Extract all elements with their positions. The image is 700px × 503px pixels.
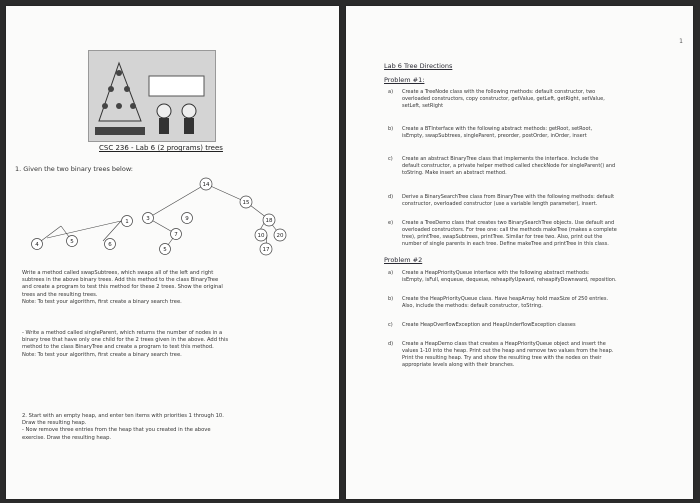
tree-node: 5 [70,239,74,245]
tree-node: 14 [202,182,210,188]
problem-2-item-d: d) Create a HeapDemo class that creates a HeapPriorityQueue object and insert the values 1-10 into the heap. Print out the heap and remove two values from the heap. Print the resulting heap. Try and show the resulting tree with the nodes on their appropriate levels along with their branches. [388,341,614,368]
tree-node: 9 [185,216,189,222]
cartoon-drawing [89,51,215,141]
heap-task [22,413,304,442]
text-line: exercise. Draw the resulting heap. [22,434,112,441]
text-line: Note: To test your algorithm, first create a binary search tree. [22,298,182,305]
problem-2-item-b: b) Create the HeapPriorityQueue class. Have heapArray hold maxSize of 250 entries. Also, include the methods: default constructor, toString. [388,296,609,309]
text-line: - Write a method called singleParent, which returns the number of nodes in a [22,330,223,336]
problem-2-heading: Problem #2 [384,256,423,264]
text-line: Draw the resulting heap. [22,420,87,427]
text-line: binary tree that have only one child for the 2 trees given in the above. Add this [22,337,229,344]
problem-1-item-e: e) Create a TreeDemo class that creates two BinarySearchTree objects. Use default and overloaded constructors. For tree one: call the methods makeTree (makes a complete tree), printTree, swapSubtrees, printTree. Similar for tree two. Also, print out the number of single parents in each tree. Define makeTree and printTree in this class. [388,220,617,247]
right-page [346,6,693,499]
swap-subtrees-task [22,270,304,306]
text-line: Write a method called swapSubtrees, which swaps all of the left and right [22,270,214,276]
page-title: Lab 6 Tree Directions [384,62,453,70]
left-page [6,6,339,499]
tree-node: 10 [257,233,265,239]
cartoon-image [88,50,216,142]
page-number: 1 [679,38,683,45]
problem-1-item-b: b) Create a BTInterface with the following abstract methods: getRoot, setRoot, isEmpty, swapSubtrees, singleParent, preorder, postOrder, inOrder, insert [388,126,593,139]
tree-node: 15 [242,200,250,206]
text-line: subtrees in the above binary trees. Add this method to the class BinaryTree [22,277,219,284]
tree-node: 7 [174,232,178,238]
tree-node: 6 [108,242,112,248]
image-caption: CSC 236 - Lab 6 (2 programs) trees [99,144,223,152]
tree-node: 1 [125,219,129,225]
text-line: - Now remove three entries from the heap that you created in the above [22,427,211,434]
tree-node: 3 [146,216,150,222]
tree-node: 4 [35,242,39,248]
text-line: Note: To test your algorithm, first create a binary search tree. [22,351,182,358]
text-line: 2. Start with an empty heap, and enter ten items with priorities 1 through 10. [22,413,224,419]
text-line: and create a program to test this method for these 2 trees. Show the original [22,284,223,291]
single-parent-task [22,330,304,359]
problem-1-heading: Problem #1: [384,76,425,84]
problem-1-item-c: c) Create an abstract BinaryTree class that implements the interface. Include the default constructor, a private helper method called checkNode for singleParent() and toString. Make insert an abstract method. [388,156,616,176]
problem-2-item-a: a) Create a HeapPriorityQueue interface with the following abstract methods: isEmpty, isFull, enqueue, dequeue, reheapifyUpward, reheapifyDownward, reposition. [388,270,617,283]
question-1: 1. Given the two binary trees below: [15,165,133,173]
problem-1-item-a: a) Create a TreeNode class with the following methods: default constructor, two overloaded constructors, copy constructor, getValue, getLeft, getRight, setValue, setLeft, setRight [388,89,605,109]
problem-2-item-c: c) Create HeapOverflowException and HeapUnderflowException classes [388,322,576,328]
tree-node: 5 [163,247,167,253]
tree-node: 18 [265,218,273,224]
problem-1-item-d: d) Derive a BinarySearchTree class from BinaryTree with the following methods: default constructor, overloaded constructor (use a variable length parameter), insert. [388,194,615,207]
tree-node: 17 [262,247,270,253]
binary-trees-figure [21,174,291,262]
text-line: trees and the resulting trees. [22,291,98,298]
text-line: method to the class BinaryTree and create a program to test this method. [22,344,214,351]
tree-node: 20 [276,233,284,239]
